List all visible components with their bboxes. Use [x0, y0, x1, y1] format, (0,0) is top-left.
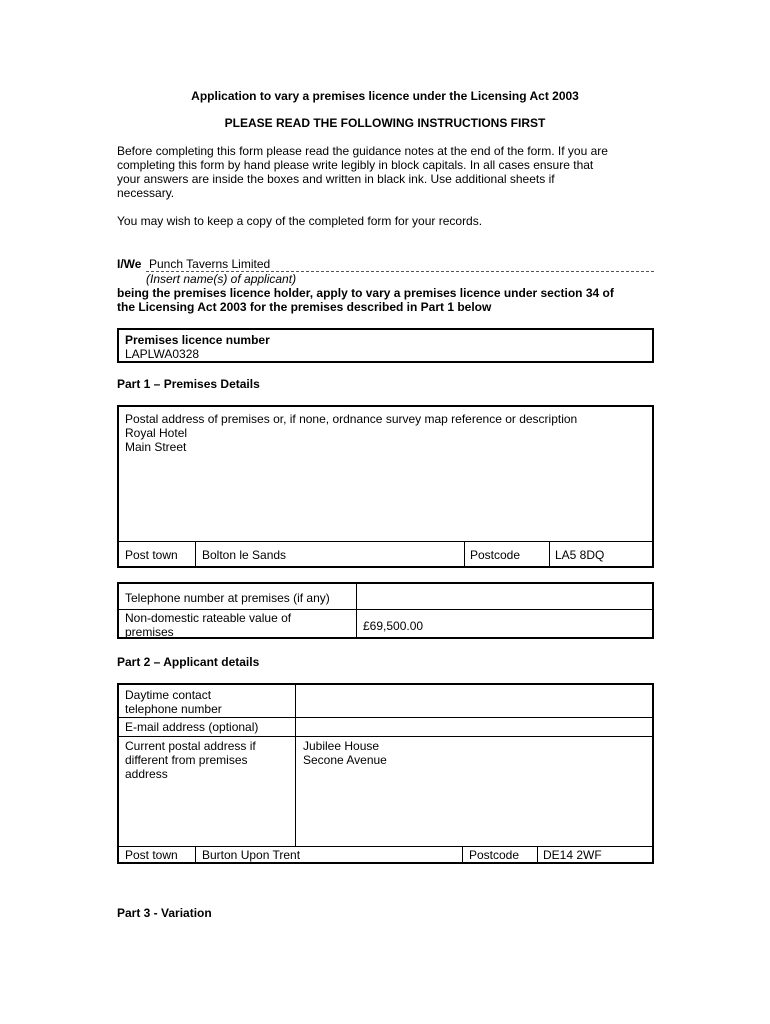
licence-number-value: LAPLWA0328 [125, 347, 200, 361]
licence-number-box[interactable] [117, 328, 654, 363]
divider [119, 541, 652, 542]
applicant-name-field[interactable] [146, 257, 654, 272]
instructions-line: your answers are inside the boxes and written in black ink. Use additional sheets if [117, 172, 555, 186]
divider [537, 846, 538, 862]
email-label: E-mail address (optional) [125, 720, 259, 734]
instructions-heading: PLEASE READ THE FOLLOWING INSTRUCTIONS FIRST [224, 116, 546, 130]
statement-line: the Licensing Act 2003 for the premises described in Part 1 below [117, 300, 492, 314]
rateable-label-line: premises [125, 625, 174, 639]
divider [119, 846, 652, 847]
instructions-line: Before completing this form please read the guidance notes at the end of the form. If you are [117, 144, 608, 158]
premises-phone-rateable-box[interactable] [117, 582, 654, 639]
applicant-statement [117, 286, 657, 314]
applicant-address-line: Secone Avenue [303, 753, 387, 767]
divider [295, 685, 296, 846]
part2-heading: Part 2 – Applicant details [117, 655, 260, 669]
licence-number-label: Premises licence number [125, 333, 270, 347]
premises-address-box[interactable] [117, 405, 654, 568]
part3-heading: Part 3 - Variation [117, 906, 212, 920]
applicant-name-hint: (Insert name(s) of applicant) [146, 272, 297, 286]
copy-note: You may wish to keep a copy of the completed form for your records. [117, 214, 483, 228]
premises-postcode-value: LA5 8DQ [555, 548, 605, 562]
instructions-line: completing this form by hand please write legibly in block capitals. In all cases ensure that [117, 158, 594, 172]
daytime-label-line: telephone number [125, 702, 222, 716]
statement-line: being the premises licence holder, apply to vary a premises licence under section 34 of [117, 286, 614, 300]
premises-post-town-value: Bolton le Sands [202, 548, 287, 562]
rateable-value: £69,500.00 [363, 619, 424, 633]
divider [195, 846, 196, 862]
daytime-label-line: Daytime contact [125, 688, 212, 702]
address-label-line: Current postal address if [125, 739, 256, 753]
applicant-address-label [125, 739, 256, 781]
premises-telephone-label: Telephone number at premises (if any) [125, 591, 330, 605]
applicant-address-value [303, 739, 387, 767]
part1-heading: Part 1 – Premises Details [117, 377, 260, 391]
divider [119, 736, 652, 737]
applicant-post-town-value: Burton Upon Trent [202, 848, 301, 862]
rateable-value-label [125, 611, 291, 639]
divider [462, 846, 463, 862]
address-label-line: address [125, 767, 168, 781]
premises-address-line: Main Street [125, 440, 187, 454]
premises-postcode-label: Postcode [470, 548, 521, 562]
daytime-phone-label [125, 688, 222, 716]
address-label-line: different from premises [125, 753, 248, 767]
rateable-label-line: Non-domestic rateable value of [125, 611, 292, 625]
applicant-post-town-label: Post town [125, 848, 178, 862]
divider [549, 541, 550, 566]
divider [195, 541, 196, 566]
form-title: Application to vary a premises licence under the Licensing Act 2003 [191, 89, 579, 103]
applicant-postcode-label: Postcode [469, 848, 520, 862]
applicant-postcode-value: DE14 2WF [543, 848, 602, 862]
instructions-line: necessary. [117, 186, 175, 200]
divider [356, 584, 357, 637]
applicant-address-line: Jubilee House [303, 739, 380, 753]
premises-post-town-label: Post town [125, 548, 178, 562]
applicant-name-value: Punch Taverns Limited [149, 257, 271, 271]
divider [119, 609, 652, 610]
instructions-paragraph [117, 144, 657, 200]
applicant-details-box[interactable] [117, 683, 654, 864]
premises-address-line: Royal Hotel [125, 426, 188, 440]
divider [464, 541, 465, 566]
divider [119, 717, 652, 718]
applicant-label: I/We [117, 257, 142, 271]
premises-address-label: Postal address of premises or, if none, ordnance survey map reference or description [125, 412, 578, 426]
